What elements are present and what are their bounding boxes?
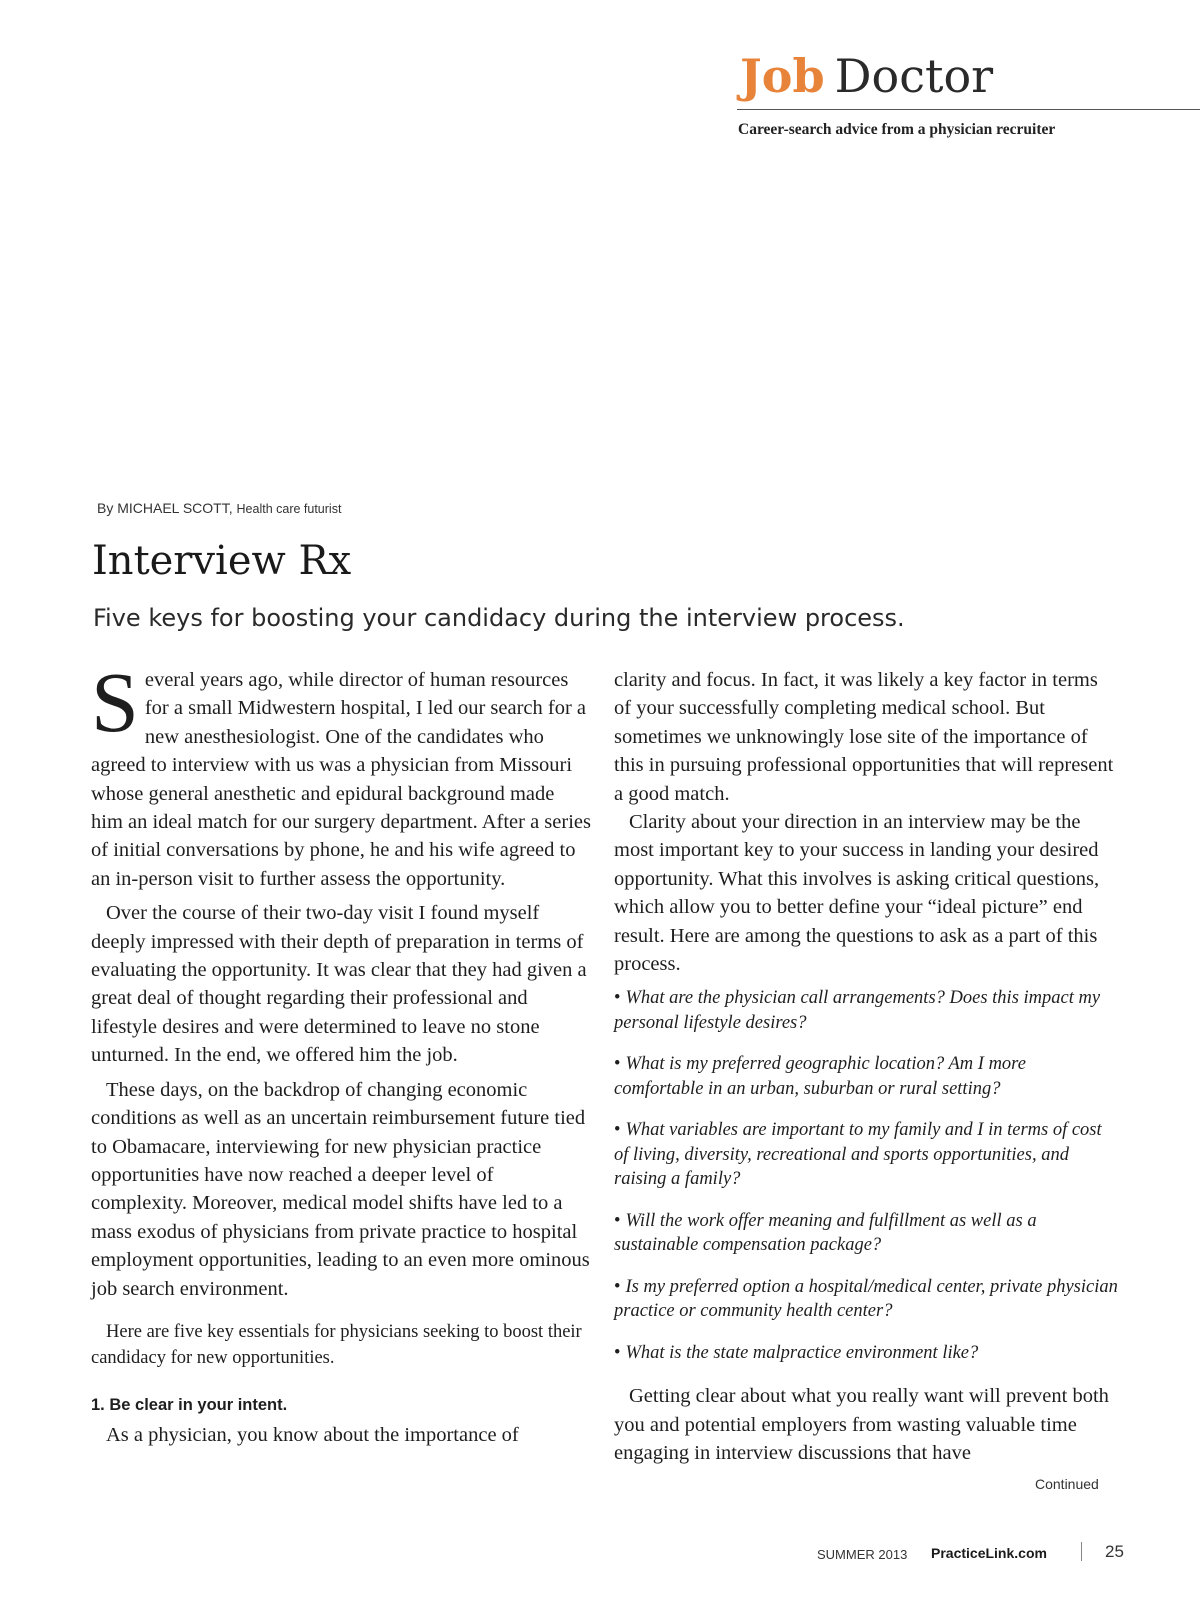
list-item-text: What is the state malpractice environment like? bbox=[625, 1342, 979, 1363]
byline-author: By MICHAEL SCOTT, bbox=[97, 500, 233, 516]
article-title: Interview Rx bbox=[92, 538, 352, 584]
bullet: • bbox=[614, 988, 621, 1009]
paragraph: Over the course of their two-day visit I found myself deeply impressed with their depth of preparation in terms of evaluating the opportunity. It was clear that they had given a great deal of thought regarding their professional and lifestyle desires and were determined to leave no stone unturned. In the end, we offered him the job. bbox=[91, 902, 587, 1067]
drop-cap: S bbox=[91, 654, 139, 750]
paragraph: As a physician, you know about the importance of bbox=[106, 1423, 519, 1446]
paragraph: These days, on the backdrop of changing economic conditions as well as an uncertain reimbursement future tied to Obamacare, interviewing for new physician practice opportunities have now reached a deeper level of complexity. Moreover, medical model shifts have led to a mass exodus of physicians from private practice to hospital employment opportunities, leading to an even more ominous job search environment. bbox=[91, 1078, 590, 1300]
subheading: 1. Be clear in your intent. bbox=[91, 1395, 288, 1414]
list-item-text: What are the physician call arrangements? Does this impact my personal lifestyle desires? bbox=[614, 988, 1101, 1033]
section-header bbox=[740, 48, 993, 104]
footer-issue: SUMMER 2013 bbox=[817, 1547, 908, 1562]
question-list bbox=[614, 986, 1119, 1365]
paragraph bbox=[91, 654, 591, 893]
paragraph: clarity and focus. In fact, it was likely a key factor in terms of your successfully completing medical school. But sometimes we unknowingly lose site of the importance of this in pursuing professional opportunities that will represent a good match. bbox=[614, 669, 1114, 805]
section-title-rest: Doctor bbox=[834, 49, 994, 103]
section-title bbox=[740, 48, 993, 104]
section-title-accent: Job bbox=[740, 49, 825, 103]
header-rule bbox=[737, 109, 1200, 110]
bullet: • bbox=[614, 1342, 621, 1363]
paragraph-text: everal years ago, while director of human resources for a small Midwestern hospital, I led our search for a new anesthesiologist. One of the candidates who agreed to interview with us was a physician from Missouri whose general anesthetic and epidural background made him an ideal match for our surgery department. After a series of initial conversations by phone, he and his wife agreed to an in-person visit to further assess the opportunity. bbox=[91, 669, 591, 890]
list-item bbox=[614, 986, 1119, 1035]
article-column-left bbox=[91, 654, 591, 1449]
list-item bbox=[614, 1275, 1119, 1324]
list-item bbox=[614, 1118, 1119, 1192]
byline bbox=[97, 500, 341, 516]
article-column-right bbox=[614, 666, 1119, 1468]
list-item-text: What is my preferred geographic location? Am I more comfortable in an urban, suburban or rural setting? bbox=[614, 1054, 1026, 1099]
list-item bbox=[614, 1209, 1119, 1258]
list-item-text: Will the work offer meaning and fulfillment as well as a sustainable compensation package? bbox=[614, 1210, 1037, 1256]
article-subtitle: Five keys for boosting your candidacy during the interview process. bbox=[93, 604, 905, 632]
paragraph: Getting clear about what you really want will prevent both you and potential employers from wasting valuable time engaging in interview discussions that have bbox=[614, 1385, 1109, 1465]
bullet: • bbox=[614, 1210, 621, 1231]
footer-divider bbox=[1081, 1542, 1082, 1561]
continued-label: Continued bbox=[1035, 1476, 1099, 1492]
byline-role: Health care futurist bbox=[236, 502, 342, 516]
list-item bbox=[614, 1052, 1119, 1101]
bullet: • bbox=[614, 1120, 621, 1141]
list-item bbox=[614, 1341, 1119, 1366]
bullet: • bbox=[614, 1276, 621, 1297]
list-item-text: Is my preferred option a hospital/medical center, private physician practice or community health center? bbox=[614, 1276, 1118, 1322]
paragraph: Here are five key essentials for physicians seeking to boost their candidacy for new opportunities. bbox=[91, 1321, 582, 1368]
list-item-text: What variables are important to my family and I in terms of cost of living, diversity, recreational and sports opportunities, and raising a family? bbox=[614, 1120, 1102, 1190]
paragraph: Clarity about your direction in an interview may be the most important key to your success in landing your desired opportunity. What this involves is asking critical questions, which allow you to better define your “ideal picture” end result. Here are among the questions to ask as a part of this process. bbox=[614, 811, 1100, 976]
footer-site: PracticeLink.com bbox=[931, 1545, 1047, 1561]
bullet: • bbox=[614, 1054, 621, 1075]
page-number: 25 bbox=[1105, 1542, 1124, 1561]
section-tagline: Career-search advice from a physician recruiter bbox=[738, 121, 1056, 138]
